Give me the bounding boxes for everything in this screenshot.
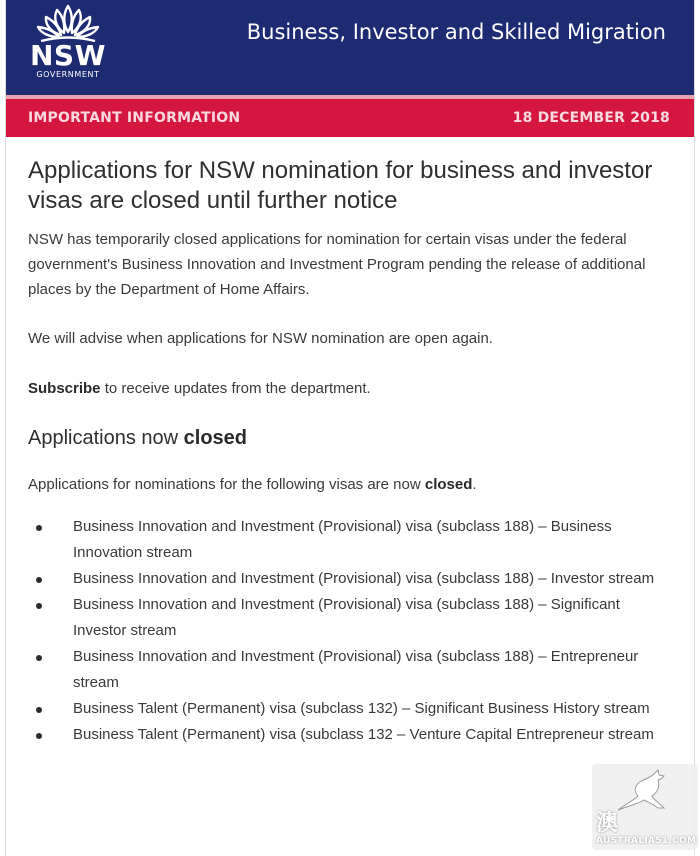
article-heading: Applications for NSW nomination for business and investor visas are closed until further notice — [28, 157, 653, 214]
article-body — [28, 156, 674, 748]
watermark — [592, 764, 698, 850]
logo-wordmark: NSW — [30, 39, 106, 72]
watermark-glyph: 澳 — [596, 811, 619, 836]
waratah-icon — [33, 2, 103, 44]
subscribe-paragraph — [28, 376, 674, 401]
list-item: Business Innovation and Investment (Provisional) visa (subclass 188) – Entrepreneur stream — [73, 644, 674, 696]
closed-visa-list — [28, 514, 674, 748]
site-title: Business, Investor and Skilled Migration — [246, 20, 666, 44]
list-item: Business Talent (Permanent) visa (subclass 132 – Venture Capital Entrepreneur stream — [73, 722, 674, 748]
advise-paragraph: We will advise when applications for NSW nomination are open again. — [28, 330, 493, 347]
page-frame — [6, 0, 697, 856]
notice-band — [6, 95, 694, 137]
site-header — [6, 0, 694, 95]
important-information-label: IMPORTANT INFORMATION — [28, 110, 241, 126]
notice-date: 18 DECEMBER 2018 — [512, 110, 670, 126]
list-item: Business Talent (Permanent) visa (subclass 132) – Significant Business History stream — [73, 696, 674, 722]
list-item: Business Innovation and Investment (Provisional) visa (subclass 188) – Business Innovation stream — [73, 514, 674, 566]
list-item: Business Innovation and Investment (Provisional) visa (subclass 188) – Investor stream — [73, 566, 674, 592]
kangaroo-icon — [614, 768, 678, 812]
list-intro-text: Applications for nominations for the following visas are now — [28, 476, 425, 493]
subscribe-link[interactable]: Subscribe — [28, 380, 101, 397]
section-heading-text: Applications now — [28, 427, 184, 449]
list-item: Business Innovation and Investment (Provisional) visa (subclass 188) – Significant Investor stream — [73, 592, 674, 644]
nsw-logo[interactable] — [28, 2, 108, 80]
section-heading-emphasis: closed — [183, 427, 248, 449]
section-heading — [28, 424, 674, 452]
list-intro-emphasis: closed — [424, 476, 473, 493]
logo-subtext: GOVERNMENT — [36, 70, 100, 79]
watermark-domain: AUSTRALIA51.COM — [596, 836, 697, 846]
intro-paragraph: NSW has temporarily closed applications for nomination for certain visas under the federal government's Business Innovation and Investment Program pending the release of additional places by the Department of Home Affairs. — [28, 231, 646, 298]
list-intro — [28, 472, 674, 497]
list-intro-suffix: . — [472, 476, 477, 493]
subscribe-text: to receive updates from the department. — [100, 380, 371, 397]
